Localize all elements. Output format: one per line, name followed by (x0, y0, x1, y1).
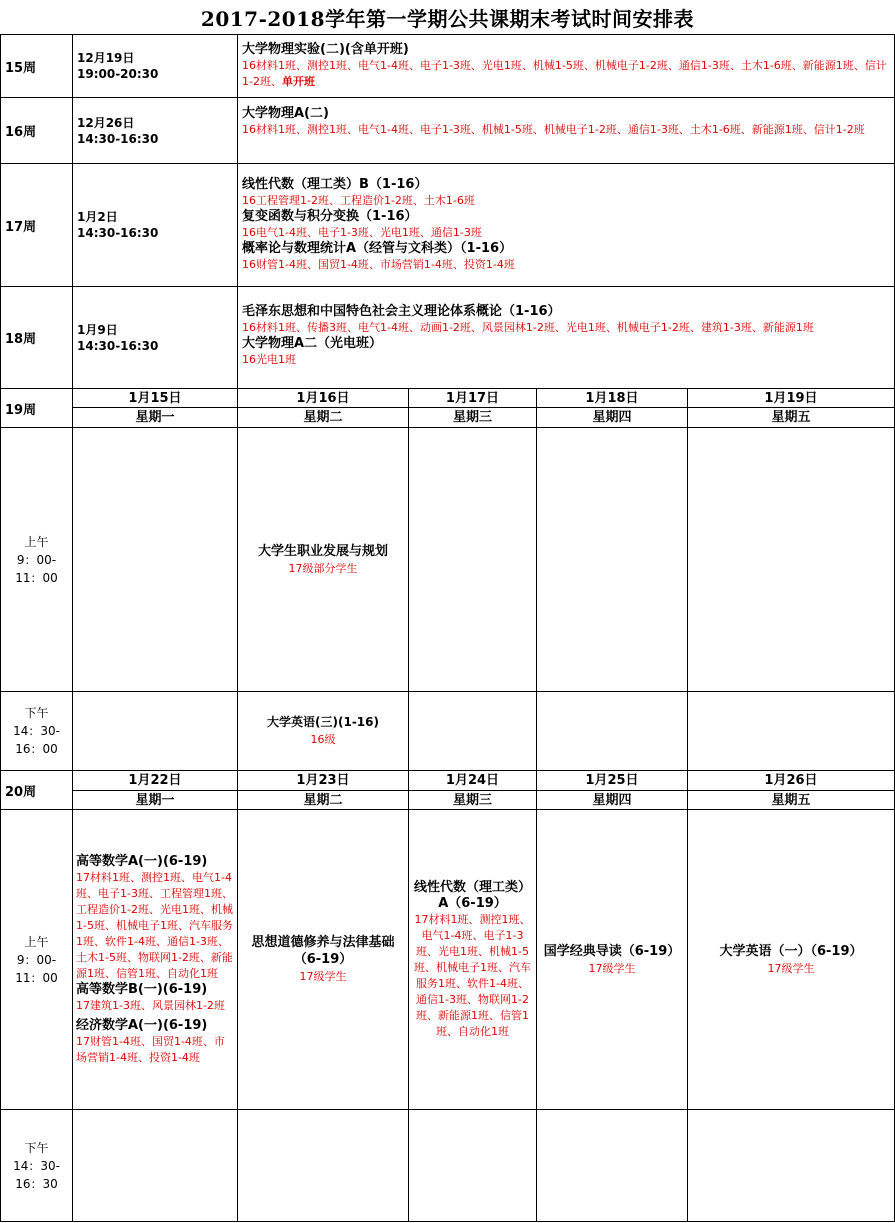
course-classes: 17级学生 (299, 970, 347, 983)
slot-time-end: 11：00 (15, 970, 58, 985)
day-date: 1月23日 (296, 773, 350, 788)
day-weekday: 星期二 (303, 793, 343, 808)
day-date: 1月15日 (128, 391, 182, 406)
course-name: 大学英语（一）（6-19） (719, 943, 863, 959)
course-name: 大学物理A二（光电班） (242, 336, 383, 351)
course-name: 大学物理A(二) (242, 106, 329, 121)
slot-period: 下午 (24, 1140, 49, 1155)
slot-time-start: 14：30- (13, 724, 60, 738)
course-classes: 17级学生 (767, 961, 815, 975)
day-weekday: 星期二 (303, 410, 343, 425)
exam-date: 12月26日 (77, 115, 135, 130)
course-classes: 17材料1班、测控1班、电气1-4班、电子1-3班、工程管理1班、工程造价1-2班、光电1班、机械1-5班、机械电子1班、汽车服务1班、软件1-4班、通信1-3班、土木1-5班、物联网1-2班、新能源1班、信管1班、自动化1班 (76, 870, 233, 980)
day-date: 1月24日 (445, 773, 500, 788)
exam-date: 1月9日 (77, 322, 118, 337)
exam-cell (537, 810, 687, 1109)
exam-cell (409, 810, 536, 1109)
slot-period: 上午 (24, 534, 49, 549)
exam-cell (238, 810, 408, 1109)
exam-cell (238, 428, 408, 691)
course-name: 大学英语(三)(1-16) (267, 715, 379, 729)
course-name: 线性代数（理工类）B（1-16） (242, 177, 428, 192)
week-label: 16周 (5, 125, 37, 140)
exam-time: 14:30-16:30 (77, 226, 159, 240)
course-classes: 17建筑1-3班、风景园林1-2班 (76, 998, 225, 1012)
course-cell (238, 288, 894, 388)
day-weekday: 星期三 (452, 793, 492, 808)
exam-cell (238, 692, 408, 770)
time-slot-am (1, 428, 72, 691)
course-name: 概率论与数理统计A（经管与文科类）（1-16） (242, 241, 513, 256)
time-slot-am (1, 810, 72, 1109)
day-weekday: 星期三 (452, 410, 492, 425)
course-name: 经济数学A(一)(6-19) (76, 1017, 208, 1033)
exam-datetime (73, 35, 237, 97)
day-date: 1月17日 (445, 391, 500, 406)
week-label: 19周 (5, 402, 37, 418)
course-classes: 16工程管理1-2班、工程造价1-2班、土木1-6班 (242, 194, 475, 207)
course-cell (238, 166, 894, 286)
exam-time: 14:30-16:30 (77, 131, 159, 146)
slot-time-end: 16：30 (15, 1176, 58, 1191)
course-name: 国学经典导读（6-19） (543, 943, 681, 959)
grid-line (0, 1221, 895, 1222)
course-classes: 17财管1-4班、国贸1-4班、市场营销1-4班、投资1-4班 (76, 1034, 225, 1064)
day-weekday: 星期一 (135, 793, 175, 808)
day-date: 1月22日 (128, 773, 182, 788)
exam-date: 1月2日 (77, 210, 118, 224)
time-slot-pm (1, 692, 72, 770)
course-classes-text: 16材料1班、测控1班、电气1-4班、电子1-3班、光电1班、机械1-5班、机械电子1-2班、通信1-3班、土木1-6班、新能源1班、信计1-2班、 (242, 59, 887, 88)
day-weekday: 星期五 (771, 793, 811, 808)
day-date: 1月16日 (296, 391, 350, 406)
course-classes: 16级 (310, 733, 336, 746)
exam-cell-monday (73, 810, 237, 1109)
exam-datetime (73, 98, 237, 163)
week-label: 20周 (5, 784, 37, 800)
course-name: 毛泽东思想和中国特色社会主义理论体系概论（1-16） (242, 304, 561, 319)
grid-line (0, 427, 895, 428)
course-classes: 16材料1班、传播3班、电气1-4班、动画1-2班、风景园林1-2班、光电1班、机械电子1-2班、建筑1-3班、新能源1班 (242, 321, 814, 334)
day-date: 1月19日 (764, 391, 818, 406)
course-classes: 16电气1-4班、电子1-3班、光电1班、通信1-3班 (242, 226, 482, 239)
exam-cell (688, 810, 894, 1109)
course-name: 思想道德修养与法律基础（6-19） (251, 935, 395, 967)
day-weekday: 星期四 (592, 410, 632, 425)
week-label: 15周 (5, 60, 37, 76)
day-weekday: 星期五 (771, 410, 811, 425)
day-date: 1月26日 (764, 773, 818, 788)
course-name: 大学物理实验(二)(含单开班) (242, 42, 409, 57)
slot-time-start: 9：00- (16, 952, 57, 967)
course-name: 线性代数（理工类）A（6-19） (413, 879, 531, 911)
exam-datetime (73, 287, 237, 388)
course-classes: 17级部分学生 (288, 561, 358, 575)
grid-line (0, 1109, 895, 1110)
day-weekday: 星期四 (592, 793, 632, 808)
day-date: 1月18日 (585, 391, 639, 406)
week-label: 18周 (5, 332, 37, 347)
exam-time: 14:30-16:30 (77, 338, 159, 353)
course-name: 高等数学B(一)(6-19) (76, 981, 208, 997)
slot-period: 上午 (24, 934, 49, 949)
course-classes: 17材料1班、测控1班、电气1-4班、电子1-3班、光电1班、机械1-5班、机械电子1班、汽车服务1班、软件1-4班、通信1-3班、物联网1-2班、新能源1班、信管1班、自动化1班 (414, 912, 531, 1038)
time-slot-pm (1, 1110, 72, 1221)
grid-line (0, 691, 895, 692)
slot-time-end: 16：00 (15, 742, 58, 756)
day-date: 1月25日 (585, 773, 639, 788)
course-name: 高等数学A(一)(6-19) (76, 853, 208, 869)
page-title: 2017-2018学年第一学期公共课期末考试时间安排表 (200, 7, 695, 31)
single-class-note: 单开班 (281, 75, 315, 88)
week-label: 17周 (5, 219, 37, 235)
exam-time: 19:00-20:30 (77, 67, 159, 81)
day-weekday: 星期一 (135, 410, 175, 425)
course-classes: 17级学生 (588, 961, 636, 975)
slot-time-start: 9：00- (16, 552, 57, 567)
course-cell (238, 36, 894, 97)
course-name: 大学生职业发展与规划 (257, 543, 388, 559)
slot-period: 下午 (24, 706, 49, 720)
course-classes: 16财管1-4班、国贸1-4班、市场营销1-4班、投资1-4班 (242, 258, 515, 271)
course-cell (238, 99, 894, 163)
course-name: 复变函数与积分变换（1-16） (242, 209, 418, 224)
slot-time-end: 11：00 (15, 570, 58, 585)
course-classes (242, 58, 890, 90)
exam-date: 12月19日 (77, 51, 135, 65)
course-classes: 16光电1班 (242, 353, 296, 366)
slot-time-start: 14：30- (13, 1158, 60, 1173)
course-classes: 16材料1班、测控1班、电气1-4班、电子1-3班、机械1-5班、机械电子1-2班、通信1-3班、土木1-6班、新能源1班、信计1-2班 (242, 123, 865, 136)
exam-datetime (73, 164, 237, 286)
